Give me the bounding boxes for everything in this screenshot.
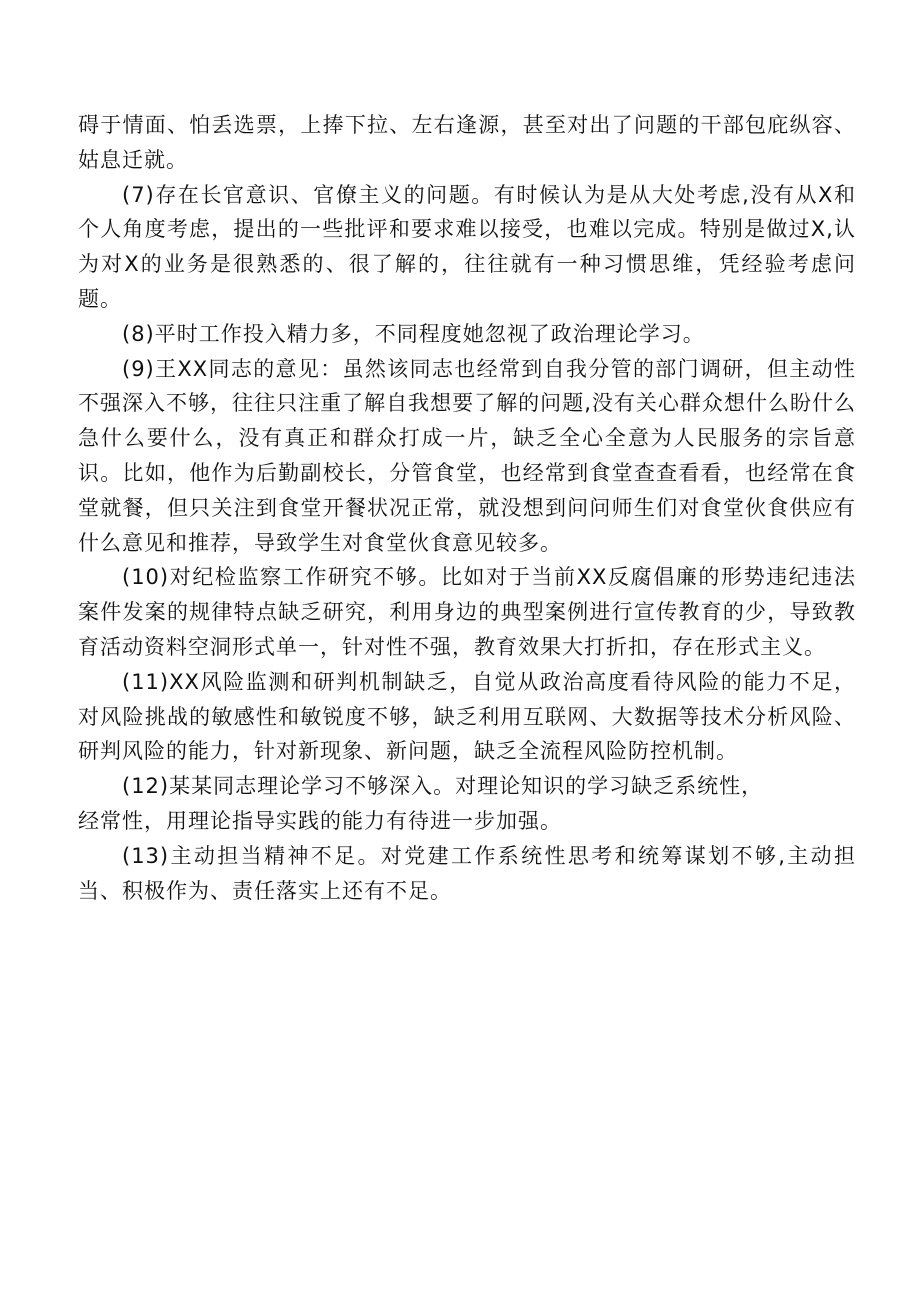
paragraph-continuation: 碍于情面、怕丢选票，上捧下拉、左右逢源，甚至对出了问题的干部包庇纵容、姑息迁就。 <box>78 113 856 172</box>
paragraph-item-10: (10)对纪检监察工作研究不够。比如对于当前XX反腐倡廉的形势违纪违法案件发案的规律特点缺乏研究，利用身边的典型案例进行宣传教育的少，导致教育活动资料空洞形式单一，针对性不强，教育效果大打折扣，存在形式主义。 <box>78 565 856 659</box>
paragraph-item-13: (13)主动担当精神不足。对党建工作系统性思考和统筹谋划不够,主动担当、积极作为、责任落实上还有不足。 <box>78 843 856 903</box>
paragraph-item-8: (8)平时工作投入精力多，不同程度她忽视了政治理论学习。 <box>122 321 705 346</box>
paragraph-item-9: (9)王XX同志的意见：虽然该同志也经常到自我分管的部门调研，但主动性不强深入不够，往往只注重了解自我想要了解的问题,没有关心群众想什么盼什么急什么要什么，没有真正和群众打成一片，缺乏全心全意为人民服务的宗旨意识。比如，他作为后勤副校长，分管食堂，也经常到食堂查查看看，也经常在食堂就餐，但只关注到食堂开餐状况正常，就没想到问问师生们对食堂伙食供应有什么意见和推荐，导致学生对食堂伙食意见较多。 <box>78 356 856 555</box>
paragraph-item-12: (12)某某同志理论学习不够深入。对理论知识的学习缺乏系统性， <box>122 774 764 799</box>
document-body <box>78 108 856 908</box>
paragraph-item-12-continued: 经常性，用理论指导实践的能力有待进一步加强。 <box>78 808 562 833</box>
paragraph-item-7: (7)存在长官意识、官僚主义的问题。有时候认为是从大处考虑,没有从X和个人角度考虑，提出的一些批评和要求难以接受，也难以完成。特别是做过X,认为对X的业务是很熟悉的、很了解的，往往就有一种习惯思维，凭经验考虑问题。 <box>78 182 856 311</box>
paragraph-item-11: (11)XX风险监测和研判机制缺乏，自觉从政治高度看待风险的能力不足，对风险挑战的敏感性和敏锐度不够，缺乏利用互联网、大数据等技术分析风险、研判风险的能力，针对新现象、新问题，缺乏全流程风险防控机制。 <box>78 669 856 764</box>
